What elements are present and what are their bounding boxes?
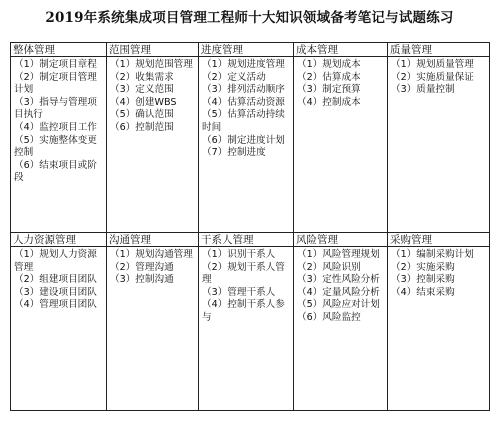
process-item: （3）定义范围 — [110, 84, 174, 96]
process-item: （3）质量控制 — [391, 84, 455, 96]
process-item: （1）制定项目章程 — [14, 59, 97, 70]
area-heading: 干系人管理 — [199, 233, 293, 247]
area-cell — [107, 43, 199, 233]
process-list — [199, 247, 293, 325]
area-heading: 范围管理 — [107, 43, 198, 57]
process-list — [388, 57, 489, 97]
process-list — [107, 57, 198, 135]
process-item: （1）识别干系人 — [202, 249, 276, 260]
area-cell — [388, 43, 490, 233]
process-list — [11, 57, 106, 185]
process-item: （2）收集需求 — [110, 71, 174, 83]
process-item: （2）实施采购 — [391, 261, 455, 273]
process-item: （3）排列活动顺序 — [202, 84, 285, 96]
process-item: （4）结束采购 — [391, 286, 455, 298]
process-item: （6）结束项目或阶段 — [14, 159, 97, 184]
process-list — [294, 247, 387, 325]
process-item: （5）实施整体变更控制 — [14, 134, 97, 159]
area-heading: 进度管理 — [199, 43, 293, 57]
process-list — [199, 57, 293, 160]
process-item: （4）控制干系人参与 — [202, 299, 285, 323]
process-item: （2）估算成本 — [297, 71, 361, 83]
process-item: （5）估算活动持续时间 — [202, 109, 285, 133]
process-item: （1）规划成本 — [297, 59, 361, 70]
process-item: （1）规划进度管理 — [202, 59, 285, 70]
area-cell — [294, 233, 388, 411]
process-item: （3）制定预算 — [297, 84, 361, 96]
process-item: （1）规划沟通管理 — [110, 249, 193, 260]
process-item: （1）规划范围管理 — [110, 59, 193, 70]
process-list — [388, 247, 489, 299]
process-item: （1）规划人力资源管理 — [14, 249, 97, 273]
area-cell — [11, 43, 107, 233]
process-item: （4）估算活动资源 — [202, 96, 285, 108]
area-cell — [199, 233, 294, 411]
process-item: （4）监控项目工作 — [14, 121, 97, 133]
process-item: （5）风险应对计划 — [297, 299, 380, 311]
process-item: （4）控制成本 — [297, 96, 361, 108]
area-cell — [11, 233, 107, 411]
process-item: （3）控制沟通 — [110, 274, 174, 286]
process-item: （2）规划干系人管理 — [202, 261, 285, 286]
process-item: （3）控制采购 — [391, 274, 455, 286]
process-list — [11, 247, 106, 312]
knowledge-areas-table — [10, 42, 490, 411]
page-title: 2019年系统集成项目管理工程师十大知识领域备考笔记与试题练习 — [45, 10, 454, 26]
process-item: （1）编制采购计划 — [391, 249, 474, 260]
process-list — [107, 247, 198, 287]
area-cell — [388, 233, 490, 411]
process-item: （2）实施质量保证 — [391, 71, 474, 83]
table-row — [11, 43, 490, 233]
area-heading: 质量管理 — [388, 43, 489, 57]
area-cell — [199, 43, 294, 233]
area-cell — [294, 43, 388, 233]
table-row — [11, 233, 490, 411]
process-item: （6）制定进度计划 — [202, 134, 285, 146]
process-item: （2）组建项目团队 — [14, 274, 97, 286]
process-item: （1）风险管理规划 — [297, 249, 380, 260]
process-item: （7）控制进度 — [202, 147, 266, 159]
area-heading: 采购管理 — [388, 233, 489, 247]
process-item: （1）规划质量管理 — [391, 59, 474, 70]
process-item: （3）定性风险分析 — [297, 274, 380, 286]
area-cell — [107, 233, 199, 411]
process-item: （3）指导与管理项目执行 — [14, 96, 97, 121]
process-item: （2）风险识别 — [297, 261, 361, 273]
area-heading: 成本管理 — [294, 43, 387, 57]
process-item: （2）制定项目管理计划 — [14, 71, 97, 96]
process-item: （5）确认范围 — [110, 109, 174, 121]
process-item: （6）控制范围 — [110, 121, 174, 133]
process-item: （4）管理项目团队 — [14, 299, 97, 311]
process-item: （4）定量风险分析 — [297, 286, 380, 298]
process-item: （2）管理沟通 — [110, 261, 174, 273]
area-heading: 人力资源管理 — [11, 233, 106, 247]
area-heading: 沟通管理 — [107, 233, 198, 247]
process-item: （2）定义活动 — [202, 71, 266, 83]
process-list — [294, 57, 387, 109]
process-item: （4）创建WBS — [110, 96, 177, 108]
process-item: （6）风险监控 — [297, 311, 361, 323]
process-item: （3）建设项目团队 — [14, 286, 97, 298]
area-heading: 整体管理 — [11, 43, 106, 57]
area-heading: 风险管理 — [294, 233, 387, 247]
process-item: （3）管理干系人 — [202, 286, 276, 298]
